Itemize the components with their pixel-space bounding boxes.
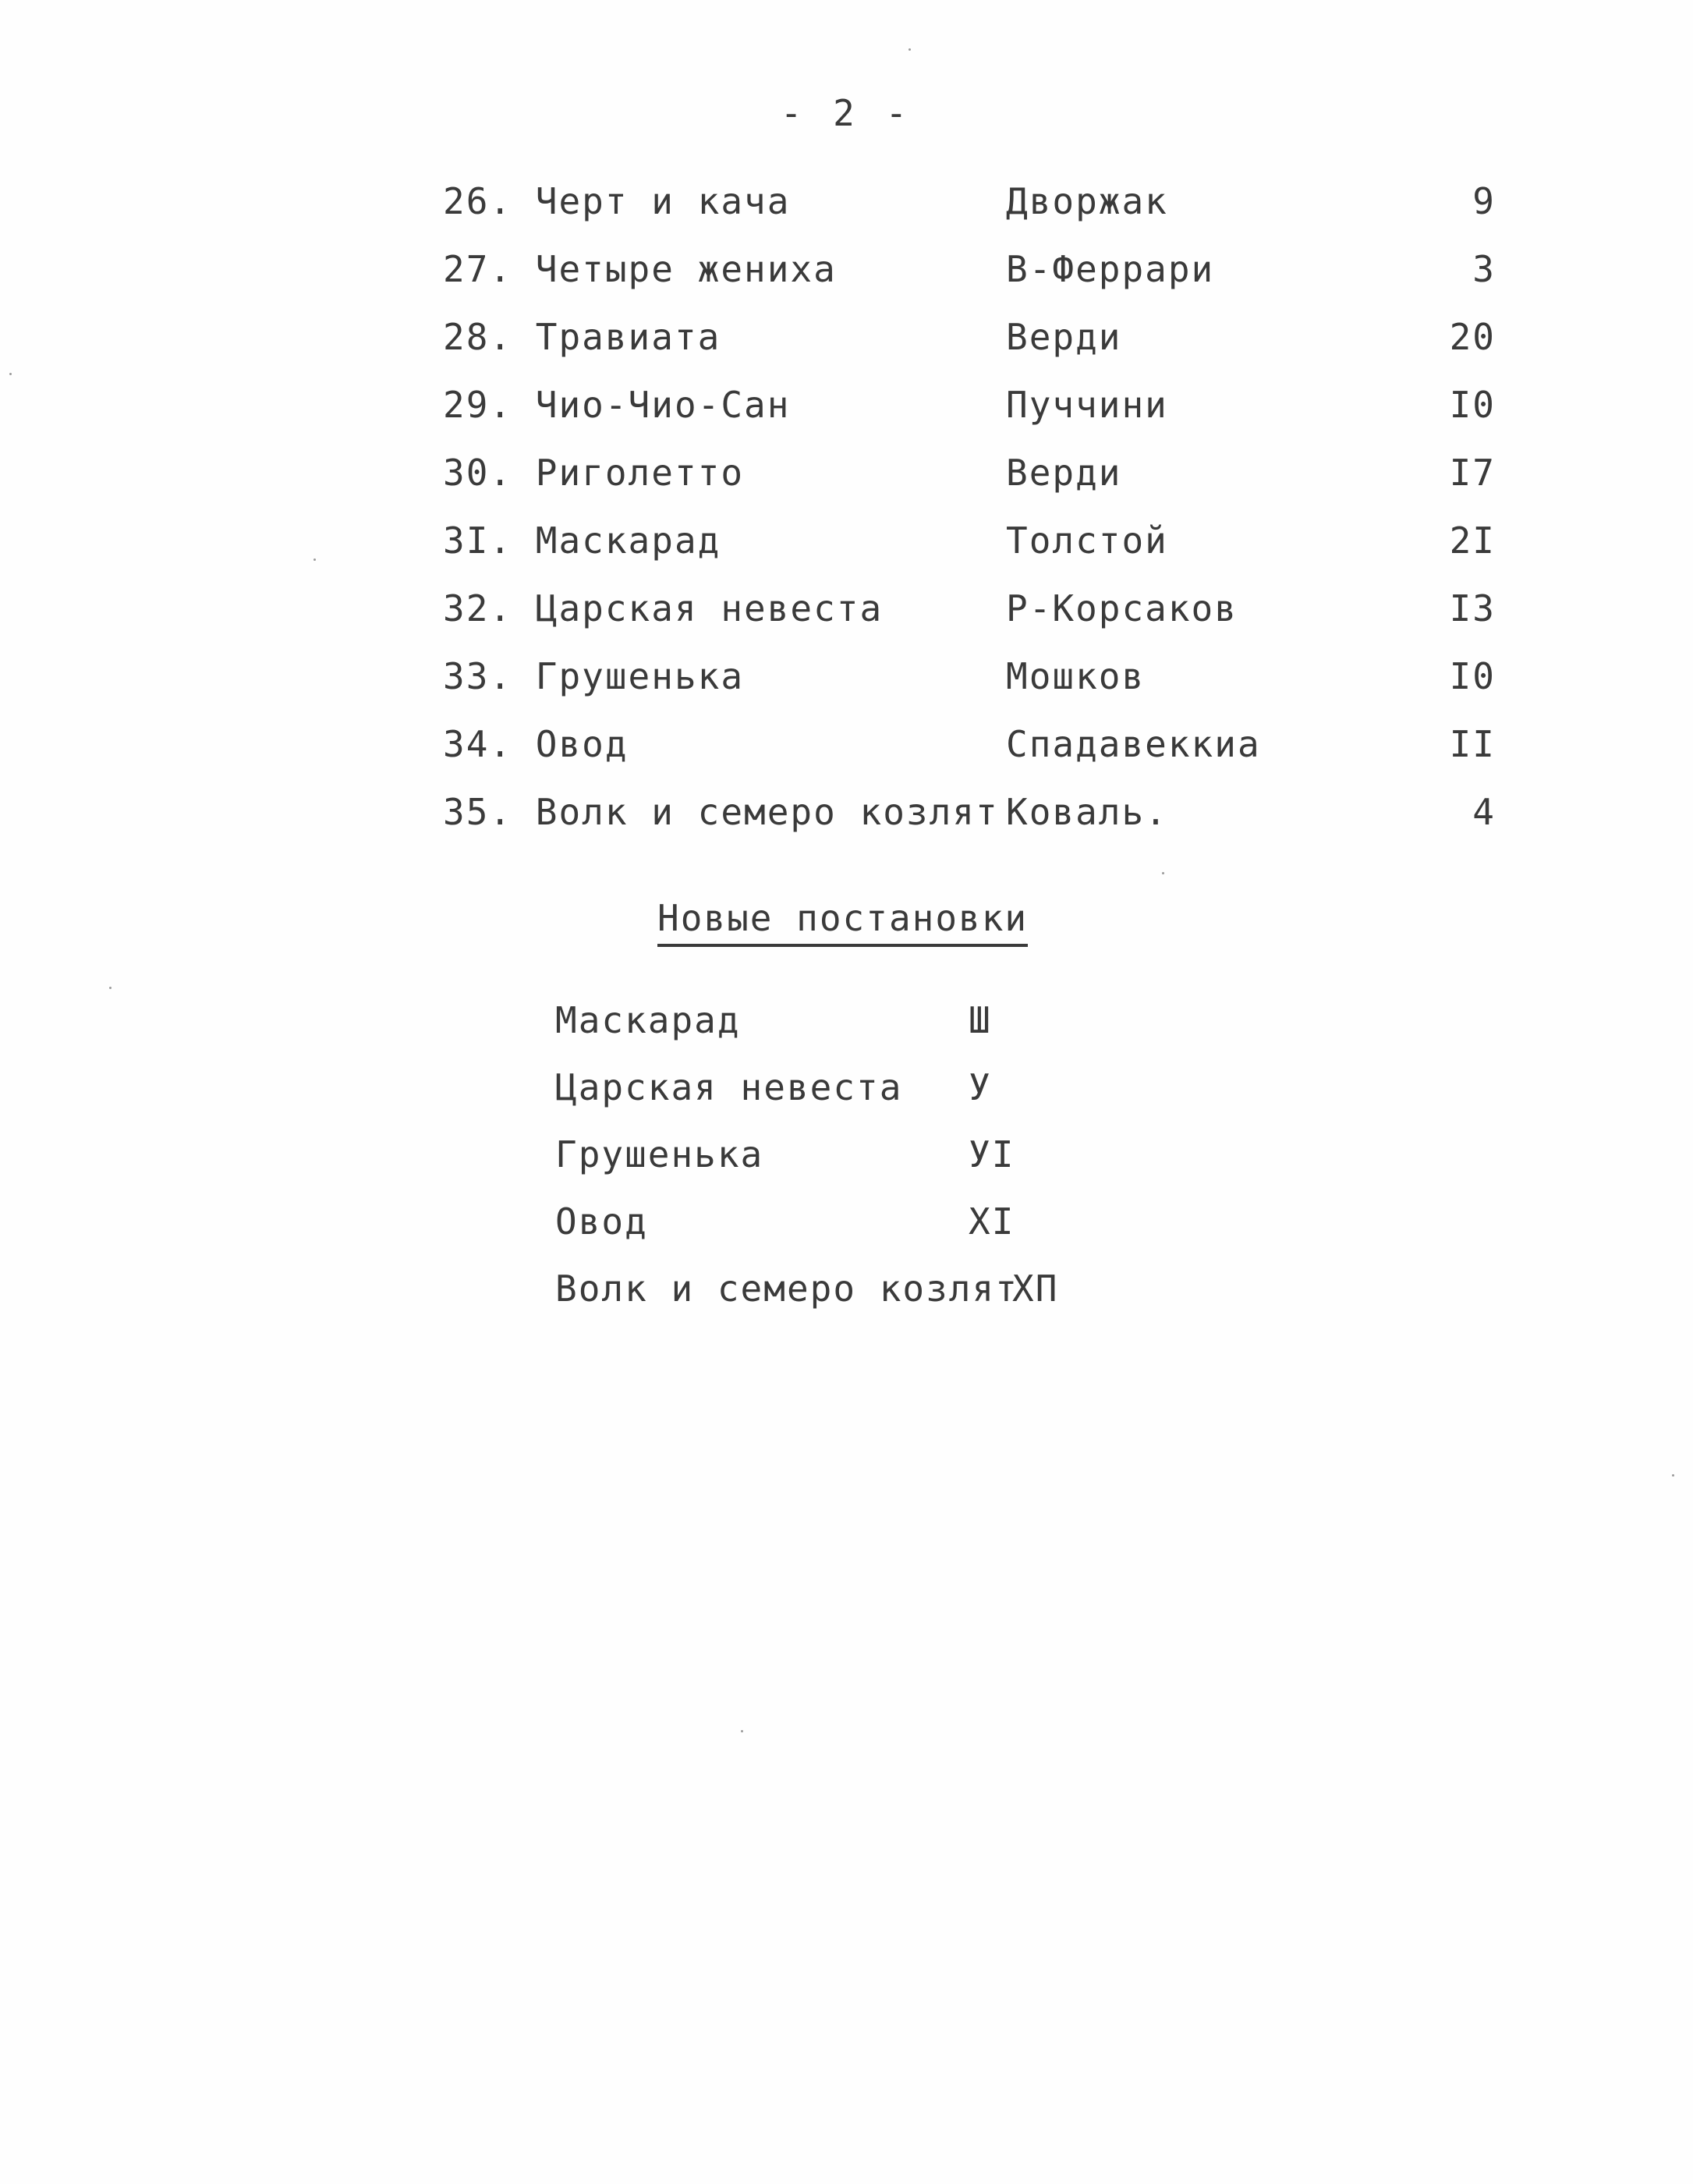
opera-title: 33. Грушенька — [443, 655, 745, 697]
composer-name: Спадавеккиа — [1006, 723, 1261, 765]
page-number: - 2 - — [780, 92, 912, 134]
repertoire-row — [443, 789, 1496, 856]
repertoire-row — [443, 653, 1496, 721]
opera-title: 32. Царская невеста — [443, 587, 884, 629]
repertoire-row — [443, 246, 1496, 314]
composer-name: Мошков — [1006, 655, 1146, 697]
paper-speck — [109, 987, 112, 989]
performance-count: 2I — [1449, 519, 1496, 562]
performance-count: 20 — [1449, 316, 1496, 358]
repertoire-row — [443, 314, 1496, 381]
opera-title: 27. Четыре жениха — [443, 248, 837, 290]
performance-count: I0 — [1449, 655, 1496, 697]
opera-title: 28. Травиата — [443, 316, 721, 358]
performance-count: 3 — [1472, 248, 1496, 290]
production-title: Овод — [555, 1200, 648, 1243]
performance-count: 4 — [1472, 791, 1496, 833]
premiere-month: У — [969, 1066, 992, 1108]
production-title: Грушенька — [555, 1133, 764, 1175]
premiere-month: УI — [969, 1133, 1015, 1175]
composer-name: В-Феррари — [1006, 248, 1215, 290]
performance-count: 9 — [1472, 180, 1496, 222]
new-productions-heading: Новые постановки — [657, 897, 1028, 947]
performance-count: I7 — [1449, 452, 1496, 494]
composer-name: Толстой — [1006, 519, 1168, 562]
premiere-month: XП — [1012, 1268, 1059, 1310]
paper-speck — [908, 48, 911, 51]
paper-speck — [741, 1730, 743, 1732]
opera-title: 26. Черт и кача — [443, 180, 791, 222]
production-title: Царская невеста — [555, 1066, 903, 1108]
repertoire-row — [443, 381, 1496, 449]
repertoire-row — [443, 449, 1496, 517]
opera-title: 3I. Маскарад — [443, 519, 721, 562]
composer-name: Верди — [1006, 316, 1122, 358]
performance-count: II — [1449, 723, 1496, 765]
paper-speck — [1162, 872, 1164, 874]
opera-title: 35. Волк и семеро козлят — [443, 791, 999, 833]
opera-title: 29. Чио-Чио-Сан — [443, 384, 791, 426]
new-productions-list — [555, 997, 1101, 1332]
repertoire-row — [443, 721, 1496, 789]
repertoire-row — [443, 178, 1496, 246]
paper-speck — [1672, 1474, 1674, 1477]
repertoire-row — [443, 585, 1496, 653]
composer-name: Р-Корсаков — [1006, 587, 1238, 629]
composer-name: Пуччини — [1006, 384, 1168, 426]
paper-speck — [313, 558, 316, 561]
premiere-month: Ш — [969, 999, 992, 1041]
production-title: Маскарад — [555, 999, 741, 1041]
new-production-row — [555, 1265, 1101, 1332]
opera-title: 34. Овод — [443, 723, 629, 765]
new-production-row — [555, 1198, 1101, 1265]
production-title: Волк и семеро козлят — [555, 1268, 1018, 1310]
premiere-month: XI — [969, 1200, 1015, 1243]
new-production-row — [555, 1131, 1101, 1198]
performance-count: I0 — [1449, 384, 1496, 426]
paper-speck — [9, 373, 12, 375]
performance-count: I3 — [1449, 587, 1496, 629]
opera-title: 30. Риголетто — [443, 452, 745, 494]
repertoire-list — [443, 178, 1496, 856]
composer-name: Дворжак — [1006, 180, 1168, 222]
new-production-row — [555, 997, 1101, 1064]
repertoire-row — [443, 517, 1496, 585]
new-production-row — [555, 1064, 1101, 1131]
composer-name: Верди — [1006, 452, 1122, 494]
composer-name: Коваль. — [1006, 791, 1168, 833]
